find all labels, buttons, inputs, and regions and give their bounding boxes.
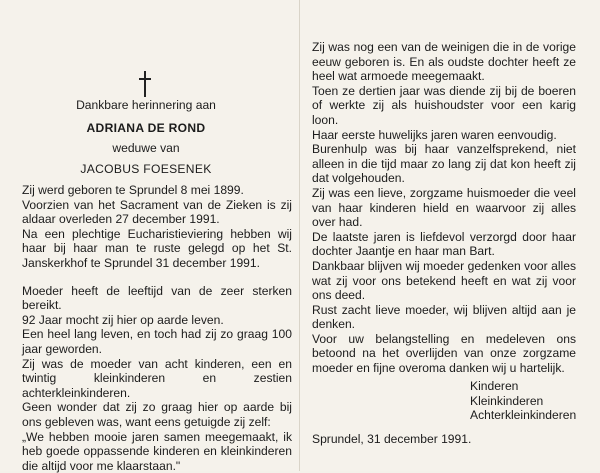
signature-line: Achterkleinkinderen [470,408,576,423]
right-paragraph: Dankbaar blijven wij moeder gedenken voor alles wat zij voor ons betekend heeft en wat zij voor ons deed. [312,259,576,303]
right-paragraph: Rust zacht lieve moeder, wij blijven altijd aan je denken. [312,303,576,332]
right-paragraph: Toen ze dertien jaar was diende zij bij de boeren of werkte zij als huishoudster voor een karig loon. [312,84,576,128]
testimony-intro: Geen wonder dat zij zo graag hier op aarde bij ons gebleven was, want eens getuigde zij zelf: [22,400,292,429]
quote-text: „We hebben mooie jaren samen meegemaakt, ik heb goede oppassende kinderen en kleinkinderen die altijd voor me klaarstaan." [22,430,292,473]
right-paragraph: Burenhulp was bij haar vanzelfsprekend, niet alleen in die tijd maar zo lang zij dat kon heeft zij dat volgehouden. [312,142,576,186]
signature-line: Kleinkinderen [470,394,576,409]
burial-text: Na een plechtige Eucharistieviering hebben wij haar bij haar man te ruste gelegd op het St. Janskerkhof te Sprundel 31 december 1991. [22,227,292,271]
right-paragraph: De laatste jaren is liefdevol verzorgd door haar dochter Jaantje en haar man Bart. [312,230,576,259]
signature-line: Kinderen [470,379,576,394]
left-column-text [22,183,292,473]
birth-text: Zij werd geboren te Sprundel 8 mei 1899. [22,183,292,198]
card-header [22,98,270,176]
death-text: Voorzien van het Sacrament van de Zieken is zij aldaar overleden 27 december 1991. [22,198,292,227]
thanks-line: Dankbare herinnering aan [22,98,270,113]
date-line: Sprundel, 31 december 1991. [312,432,471,447]
long-life-text: Een heel lang leven, en toch had zij zo graag 100 jaar geworden. [22,327,292,356]
deceased-name: ADRIANA DE ROND [22,121,270,136]
family-text: Zij was de moeder van acht kinderen, een en twintig kleinkinderen en zestien achterkleinkinderen. [22,357,292,401]
widow-of-line: weduwe van [22,141,270,156]
right-paragraph: Haar eerste huwelijks jaren waren eenvoudig. [312,128,576,143]
card-fold-line [299,0,300,471]
signatures [470,379,576,423]
age-text: Moeder heeft de leeftijd van de zeer sterken bereikt. [22,284,292,313]
right-paragraph: Zij was nog een van de weinigen die in de vorige eeuw geboren is. En als oudste dochter heeft ze heel wat armoede meegemaakt. [312,40,576,84]
spouse-name: JACOBUS FOESENEK [22,162,270,177]
cross-icon [138,71,152,97]
right-column-text [312,40,576,376]
years-text: 92 Jaar mocht zij hier op aarde leven. [22,313,292,328]
right-paragraph: Zij was een lieve, zorgzame huismoeder die veel van haar kinderen hield en waarvoor zij alles over had. [312,186,576,230]
right-paragraph: Voor uw belangstelling en medeleven ons betoond na het overlijden van onze zorgzame moeder en fijne overoma danken wij u hartelijk. [312,332,576,376]
